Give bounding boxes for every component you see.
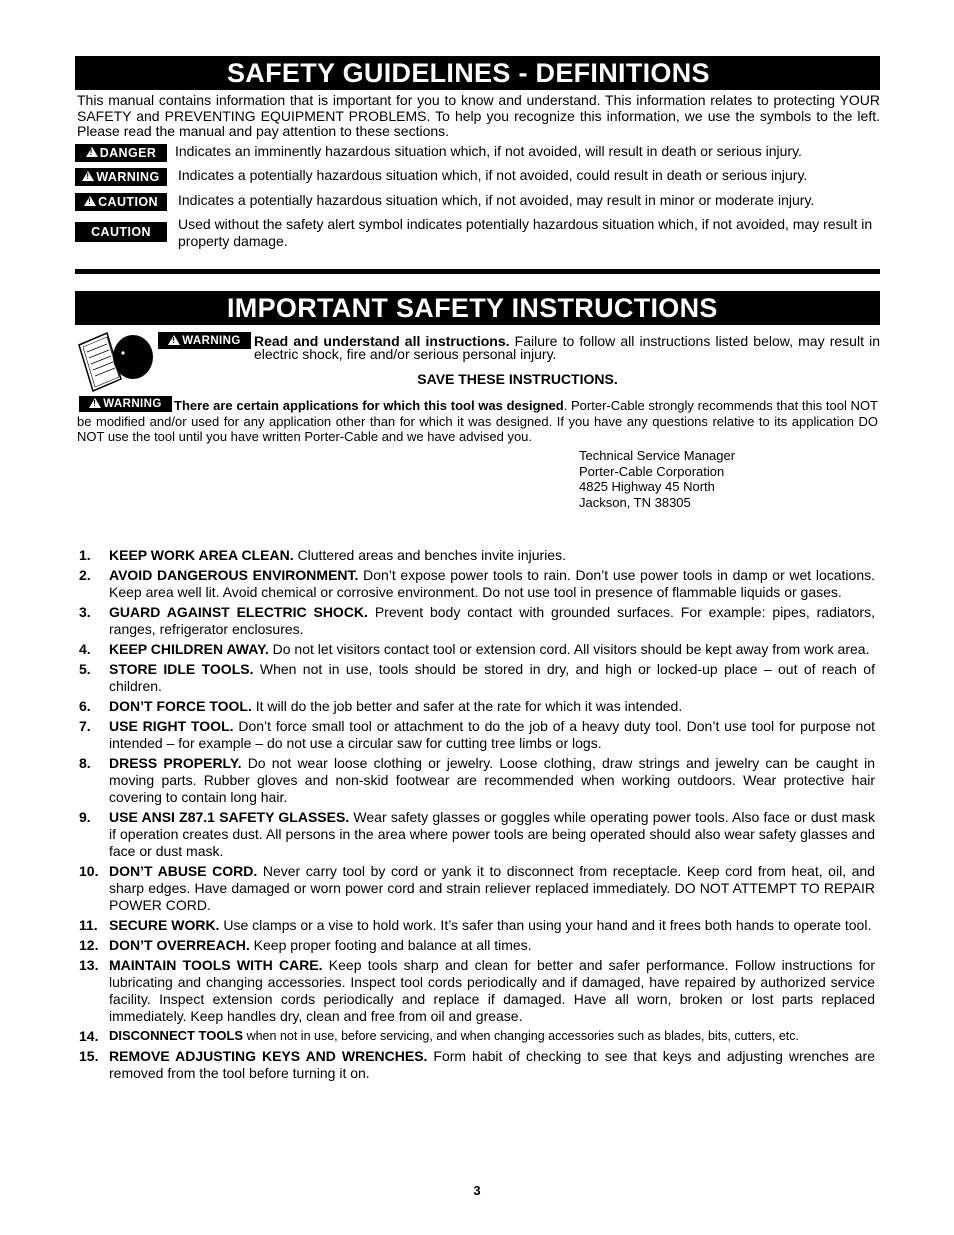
definition-caution-property-text: Used without the safety alert symbol indicates potentially hazardous situation which, if not avoided, may result in property damage. [178,216,873,249]
definitions-title: SAFETY GUIDELINES - DEFINITIONS [227,58,710,88]
address-line: 4825 Highway 45 North [579,479,715,494]
list-item: 9. USE ANSI Z87.1 SAFETY GLASSES. Wear safety glasses or goggles while operating power tools. Also face or dust mask if operation creates dust. All persons in the area where power tools are being operated should also wear safety glasses and face or dust mask. [79,809,875,859]
contact-address [579,448,735,510]
section-divider [75,269,880,274]
alert-triangle-icon [86,147,98,157]
address-line: Porter-Cable Corporation [579,463,725,479]
alert-triangle-icon [84,196,96,206]
save-instructions: SAVE THESE INSTRUCTIONS. [417,371,618,387]
list-item: 5. STORE IDLE TOOLS. When not in use, tools should be stored in dry, and high or locked-up place – out of reach of children. [79,661,875,694]
warning-badge-applications: ! WARNING [79,396,172,412]
alert-triangle-icon [168,335,180,345]
address-line: Technical Service Manager [579,448,736,463]
caution-badge: ! CAUTION [75,193,167,211]
definition-warning-text: Indicates a potentially hazardous situation which, if not avoided, could result in death or serious injury. [178,167,808,183]
list-item: 10. DON’T ABUSE CORD. Never carry tool by cord or yank it to disconnect from receptacle. Keep cord from heat, oil, and sharp edges. Have damaged or worn power cord and strain reliever replaced immediately. DO NOT ATTEMPT TO REPAIR POWER CORD. [79,863,875,913]
instructions-title: IMPORTANT SAFETY INSTRUCTIONS [227,293,718,323]
list-item: 6. DON’T FORCE TOOL. It will do the job better and safer at the rate for which it was intended. [79,698,683,714]
intro-paragraph: This manual contains information that is important for you to know and understand. This information relates to protecting YOUR SAFETY and PREVENTING EQUIPMENT PROBLEMS. To help you recognize this information, we use the symbols to the left. Please read the manual and pay attention to these sections. [77,92,880,139]
definitions-banner [75,56,880,90]
list-item: 4. KEEP CHILDREN AWAY. Do not let visitors contact tool or extension cord. All visitors should be kept away from work area. [79,641,870,657]
list-item: 8. DRESS PROPERLY. Do not wear loose clothing or jewelry. Loose clothing, draw strings and jewelry can be caught in moving parts. Rubber gloves and non-skid footwear are recommended when working outdoors. Wear protective hair covering to contain long hair. [79,755,875,805]
list-item: 3. GUARD AGAINST ELECTRIC SHOCK. Prevent body contact with grounded surfaces. For example: pipes, radiators, ranges, refrigerator enclosures. [79,604,875,637]
safety-rules-list [79,547,875,1085]
caution-no-symbol-badge: CAUTION [75,222,167,242]
warning-badge: ! WARNING [75,168,167,186]
instructions-banner [75,291,880,325]
list-item: 7. USE RIGHT TOOL. Don’t force small tool or attachment to do the job of a heavy duty tool. Don’t use tool for purpose not intended – for example – do not use a circular saw for cutting tree limbs or logs. [79,718,875,751]
warning-applications-text: There are certain applications for which this tool was designed. Porter-Cable strongly recommends that this tool NOT be modified and/or used for any application other than for which it was designed. If you have any questions relative to its application DO NOT use the tool until you have written Porter-Cable and we have advised you. [77,398,878,445]
list-item: 12. DON’T OVERREACH. Keep proper footing and balance at all times. [79,937,532,953]
list-item: 14. DISCONNECT TOOLS when not in use, before servicing, and when changing accessories such as blades, bits, cutters, etc. [79,1028,799,1044]
list-item: 1. KEEP WORK AREA CLEAN. Cluttered areas and benches invite injuries. [79,547,566,563]
list-item: 11. SECURE WORK. Use clamps or a vise to hold work. It’s safer than using your hand and it frees both hands to operate tool. [79,917,872,933]
definition-caution-text: Indicates a potentially hazardous situation which, if not avoided, may result in minor or moderate injury. [178,192,815,208]
alert-triangle-icon [82,171,94,181]
definition-danger-text: Indicates an imminently hazardous situation which, if not avoided, will result in death or serious injury. [175,143,802,159]
list-item: 13. MAINTAIN TOOLS WITH CARE. Keep tools sharp and clean for better and safer performance. Follow instructions for lubricating and changing accessories. Inspect tool cords periodically and if damaged, have repaired by authorized service facility. Inspect extension cords periodically and replace if damaged. Have all worn, broken or lost parts replaced immediately. Keep handles dry, clean and free from oil and grease. [79,957,875,1024]
address-line: Jackson, TN 38305 [579,494,691,510]
danger-badge: ! DANGER [75,144,167,162]
list-item: 15. REMOVE ADJUSTING KEYS AND WRENCHES. Form habit of checking to see that keys and adjusting wrenches are removed from the tool before turning it on. [79,1048,875,1081]
warning-badge-read: ! WARNING [158,332,251,349]
warning-read-text: Read and understand all instructions. Failure to follow all instructions listed below, may result in electric shock, fire and/or serious personal injury. [254,333,881,362]
page-number: 3 [473,1183,481,1198]
list-item: 2. AVOID DANGEROUS ENVIRONMENT. Don’t expose power tools to rain. Don’t use power tools in damp or wet locations. Keep area well lit. Avoid chemical or corrosive environment. Do not use tool in presence of flammable liquids or gases. [79,567,876,600]
